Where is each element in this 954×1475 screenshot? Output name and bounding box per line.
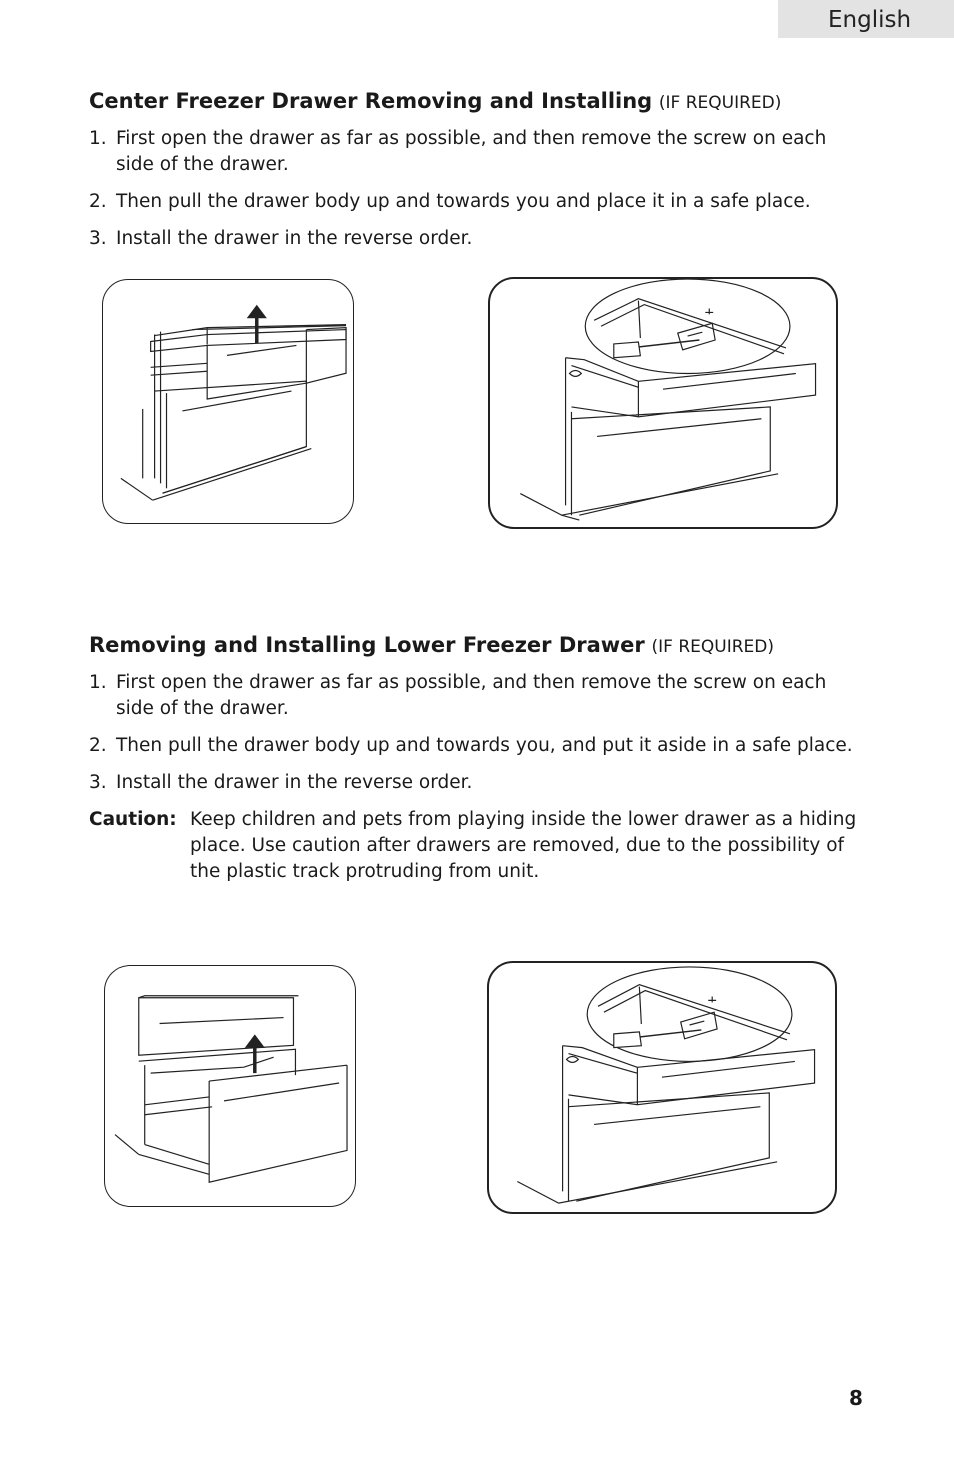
step-number: 3. xyxy=(89,772,107,793)
step-number: 2. xyxy=(89,735,107,756)
section-qualifier: (IF REQUIRED) xyxy=(658,93,782,113)
caution-note xyxy=(89,807,869,885)
step-item xyxy=(89,189,869,215)
illustration-lower-drawer-screw xyxy=(487,961,837,1214)
caution-text: Keep children and pets from playing inside the lower drawer as a hiding place. Use caution after drawers are removed, due to the possibility of the plastic track protruding from unit. xyxy=(190,809,857,882)
section-title: Center Freezer Drawer Removing and Installing xyxy=(89,89,653,113)
step-text: Then pull the drawer body up and towards you and place it in a safe place. xyxy=(116,191,811,212)
illustration-center-drawer-lift xyxy=(102,279,354,524)
step-text: Install the drawer in the reverse order. xyxy=(116,772,473,793)
section-heading xyxy=(89,86,869,118)
step-number: 2. xyxy=(89,191,107,212)
caution-label: Caution: xyxy=(89,809,177,830)
step-item xyxy=(89,126,869,178)
step-item xyxy=(89,670,869,722)
language-tab: English xyxy=(778,0,954,38)
step-text: Then pull the drawer body up and towards you, and put it aside in a safe place. xyxy=(116,735,853,756)
step-item xyxy=(89,770,869,796)
step-item xyxy=(89,733,869,759)
section-heading xyxy=(89,630,869,662)
step-number: 1. xyxy=(89,128,107,149)
illustration-center-drawer-screw xyxy=(488,277,838,529)
section-qualifier: (IF REQUIRED) xyxy=(651,637,774,657)
page-number: 8 xyxy=(849,1386,863,1410)
section-title: Removing and Installing Lower Freezer Drawer xyxy=(89,633,645,657)
step-text: First open the drawer as far as possible, and then remove the screw on each side of the drawer. xyxy=(116,128,827,175)
step-number: 1. xyxy=(89,672,107,693)
step-number: 3. xyxy=(89,228,107,249)
step-text: Install the drawer in the reverse order. xyxy=(116,228,473,249)
section-center-drawer xyxy=(89,86,869,263)
section-lower-drawer xyxy=(89,630,869,885)
illustration-lower-drawer-lift xyxy=(104,965,356,1207)
step-item xyxy=(89,226,869,252)
step-text: First open the drawer as far as possible, and then remove the screw on each side of the drawer. xyxy=(116,672,827,719)
